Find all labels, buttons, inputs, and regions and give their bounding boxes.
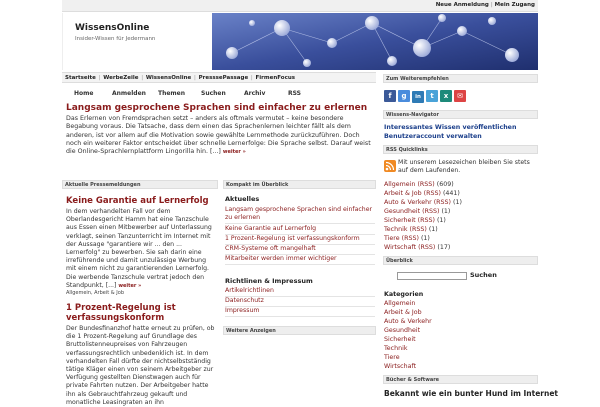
ads-heading: Weitere Anzeigen [223, 326, 376, 335]
breadcrumb-wissensonline[interactable]: WissensOnline [145, 75, 192, 81]
book-title-link[interactable]: Bekannt wie ein bunter Hund im Internet [384, 389, 559, 398]
rss-count: (1) [453, 199, 462, 206]
rss-count: (17) [437, 244, 451, 251]
search-button[interactable]: Suchen [470, 271, 497, 279]
rss-count: (1) [420, 235, 430, 242]
press-item-text [66, 208, 216, 290]
publish-link[interactable]: Interessantes Wissen veröffentlichen [384, 124, 517, 131]
rss-category-link[interactable]: Auto & Verkehr [384, 199, 432, 206]
category-link[interactable]: Allgemein [384, 300, 416, 307]
rss-feed-link[interactable]: (RSS) [423, 190, 441, 197]
feature-article-title[interactable]: Langsam gesprochene Sprachen sind einfacher zu erlernen [66, 103, 368, 113]
feature-article-body: Das Erlernen von Fremdsprachen setzt – anders als oftmals vermutet – keine besondere Begabung voraus. Die Tatsache, dass dem einen das Sprachenlernen leichter fällt als dem anderen, ist vor allem auf die Motivation sowie gewählte Lernmethode zurückzuführen. Doch noch ein weiterer Faktor entscheidet über schnelle Lernerfolge: Die Sprache selbst. Darauf weist die Online-Sprachlernplattform Lingorilla hin. [...] [66, 115, 371, 156]
account-link[interactable]: Mein Zugang [494, 2, 535, 8]
rss-category-link[interactable]: Sicherheit [384, 217, 416, 224]
site-logo[interactable] [62, 13, 212, 70]
share-heading: Zum Weiterempfehlen [383, 74, 538, 83]
linkedin-icon[interactable]: in [412, 91, 424, 103]
rss-category-link[interactable]: Tiere [384, 235, 400, 242]
current-link[interactable]: 1 Prozent-Regelung ist verfassungskonform [225, 235, 375, 245]
current-title: Aktuelles [225, 195, 260, 203]
rss-category-link[interactable]: Technik [384, 226, 408, 233]
category-link[interactable]: Tiere [384, 354, 400, 361]
current-link[interactable]: CRM-Systeme oft mangelhaft [225, 245, 375, 255]
rules-link[interactable]: Datenschutz [225, 297, 375, 307]
press-item-title[interactable]: Keine Garantie auf Lernerfolg [66, 196, 209, 206]
rss-count: (1) [436, 217, 446, 224]
breadcrumb-firmenfocus[interactable]: FirmenFocus [255, 75, 296, 81]
main-nav [62, 89, 376, 99]
category-link[interactable]: Auto & Verkehr [384, 318, 432, 325]
share-icons [384, 90, 468, 102]
rss-item [384, 199, 462, 206]
nav-rss[interactable]: RSS [288, 90, 301, 97]
overview-sidebar-heading: Überblick [383, 256, 538, 265]
account-manage-link[interactable]: Benutzeraccount verwalten [384, 133, 482, 140]
rss-count: (1) [428, 226, 438, 233]
rss-category-link[interactable]: Allgemein [384, 181, 416, 188]
site-subtitle: Insider-Wissen für Jedermann [75, 36, 156, 42]
breadcrumb: Startseite | WerbeZeile | WissensOnline | PresssePassage | FirmenFocus [62, 72, 376, 83]
category-link[interactable]: Arbeit & Job [384, 309, 422, 316]
press-item-body: In dem verhandelten Fall vor dem Oberlandesgericht Hamm hat eine Tanzschule aus Essen einen Mitbewerber auf Unterlassung verklagt, seinen Tanzunterricht im Internet mit der Aussage "garantiere wir ... den ... Lernerfolg" zu bewerben. Sie sah darin eine irreführende und damit unzulässige Werbung mit einem nicht zu garantierenden Lernerfolg. Die werbende Tanzschule vertrat jedoch den Standpunkt, [...] [66, 208, 212, 289]
nav-home[interactable]: Home [74, 90, 94, 97]
rss-item [384, 181, 454, 188]
current-link[interactable]: Langsam gesprochene Sprachen sind einfacher zu erlernen [225, 206, 375, 224]
nav-themen[interactable]: Themen [158, 90, 186, 97]
rss-category-link[interactable]: Gesundheit [384, 208, 421, 215]
rss-description: Mit unserem Lesezeichen bleiben Sie stets auf dem Laufenden. [398, 159, 530, 174]
site-title: WissensOnline [75, 23, 150, 33]
category-link[interactable]: Gesundheit [384, 327, 421, 334]
email-icon[interactable]: ✉ [454, 90, 466, 102]
rss-item [384, 208, 450, 215]
rss-feed-link[interactable]: (RSS) [401, 235, 419, 242]
rss-category-link[interactable]: Wirtschaft [384, 244, 417, 251]
overview-heading: Kompakt im Überblick [223, 180, 376, 189]
breadcrumb-werbezeile[interactable]: WerbeZeile [103, 75, 139, 81]
press-item-text: Der Bundesfinanzhof hatte erneut zu prüfen, ob die 1 Prozent-Regelung auf Grundlage des Bruttolistenneupreises von Fahrzeugen verfassungsrechtlich unbedenklich ist. In dem verhandelten Fall dürfte der nichtselbstständig tätige Kläger einen von seinem Arbeitgeber zur Verfügung gestellten Dienstwagen auch für private Fahrten nutzen. Der Arbeitgeber hatte ihn als Gebrauchtfahrzeug gekauft und monatliche Leasingraten an ihn [66, 325, 215, 406]
nav-anmelden[interactable]: Anmelden [112, 90, 146, 97]
feature-more-link[interactable]: weiter » [222, 149, 246, 156]
rss-item [384, 190, 460, 197]
feature-article-text [66, 115, 376, 156]
rss-feed-link[interactable]: (RSS) [422, 208, 440, 215]
rss-count: (609) [436, 181, 454, 188]
account-links [436, 2, 535, 8]
rss-item [384, 244, 450, 251]
rss-feed-link[interactable]: (RSS) [417, 217, 435, 224]
category-link[interactable]: Sicherheit [384, 336, 416, 343]
twitter-icon[interactable]: t [426, 90, 438, 102]
top-bar [62, 0, 538, 12]
current-link[interactable]: Mitarbeiter werden immer wichtiger [225, 255, 375, 265]
breadcrumb-startseite[interactable]: Startseite [65, 75, 96, 81]
molecule-graphic [212, 13, 538, 70]
press-more-link[interactable]: weiter » [118, 282, 142, 289]
categories-title: Kategorien [384, 291, 424, 298]
register-link[interactable]: Neue Anmeldung [435, 2, 489, 8]
rss-feed-link[interactable]: (RSS) [433, 199, 452, 206]
rss-feed-link[interactable]: (RSS) [409, 226, 427, 233]
rules-title: Richtlinen & Impressum [225, 277, 313, 285]
link-separator: | [490, 2, 493, 8]
rss-category-link[interactable]: Arbeit & Job [384, 190, 422, 197]
rss-item [384, 217, 446, 224]
press-item-categories: Allgemein, Arbeit & Job [66, 290, 124, 296]
rss-count: (441) [442, 190, 460, 197]
rss-count: (1) [441, 208, 451, 215]
rss-feed-link[interactable]: (RSS) [417, 181, 435, 188]
current-link[interactable]: Keine Garantie auf Lernerfolg [225, 225, 375, 235]
nav-archiv[interactable]: Archiv [244, 90, 266, 97]
facebook-icon[interactable]: f [384, 90, 396, 102]
rss-item [384, 235, 430, 242]
books-heading: Bücher & Software [383, 375, 538, 384]
breadcrumb-pressepassage[interactable]: PresssePassage [198, 75, 249, 81]
rules-link[interactable]: Artikelrichtlinen [225, 287, 375, 297]
search-input[interactable] [397, 272, 467, 280]
navigator-heading: Wissens-Navigator [383, 110, 538, 119]
rss-item [384, 226, 438, 233]
rss-heading: RSS Quicklinks [383, 145, 538, 154]
press-item-title[interactable]: 1 Prozent-Regelung ist verfassungskonform [66, 303, 176, 323]
xing-icon[interactable]: x [440, 90, 452, 102]
header-banner-image [212, 13, 538, 70]
google-icon[interactable]: g [398, 90, 410, 102]
rules-link[interactable]: Impressum [225, 307, 375, 317]
nav-suchen[interactable]: Suchen [201, 90, 226, 97]
press-heading: Aktuelle Pressemeldungen [62, 180, 218, 189]
category-link[interactable]: Wirtschaft [384, 363, 417, 370]
rss-icon [384, 160, 396, 172]
category-link[interactable]: Technik [384, 345, 408, 352]
rss-feed-link[interactable]: (RSS) [418, 244, 436, 251]
